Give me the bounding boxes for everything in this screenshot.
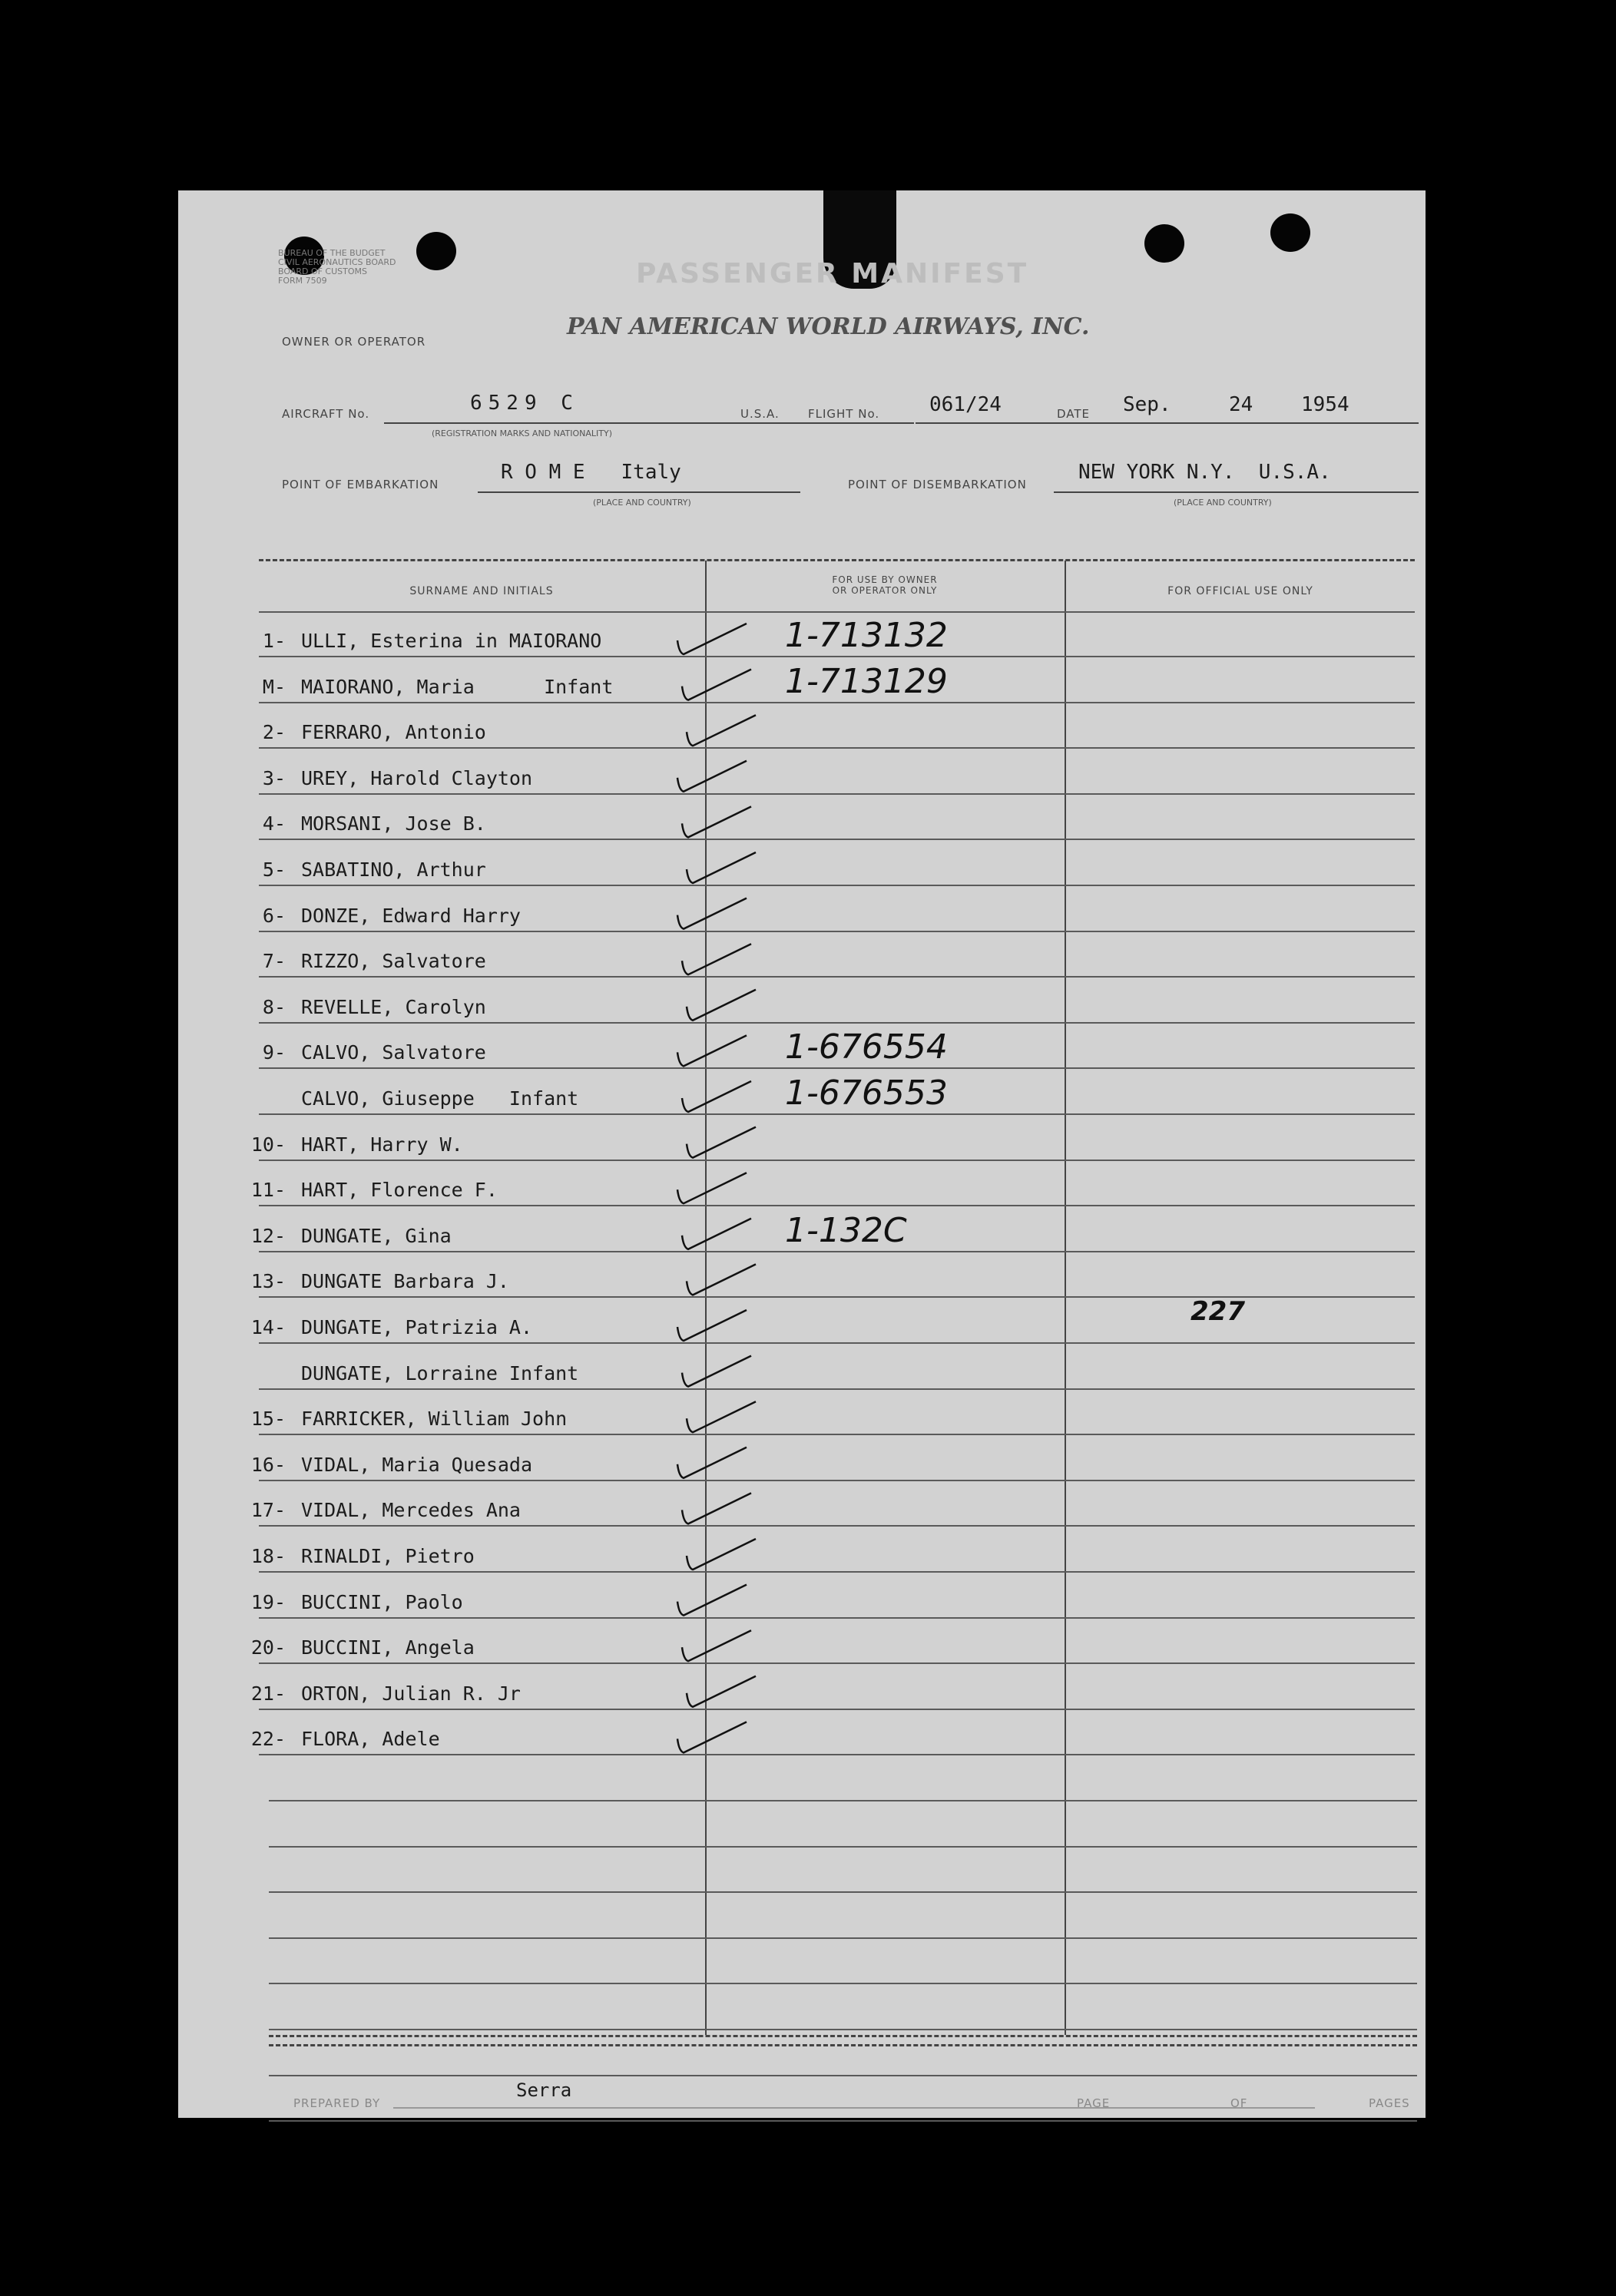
passenger-number: 11-	[250, 1179, 286, 1201]
column-header-official: FOR OFFICIAL USE ONLY	[1167, 585, 1313, 597]
blank-row-rule	[269, 2075, 1417, 2076]
passenger-number: 18-	[250, 1545, 286, 1567]
row-rule	[259, 702, 1415, 703]
check-mark	[682, 1081, 751, 1112]
passenger-number: M-	[262, 676, 286, 698]
passenger-number: 1-	[262, 630, 286, 652]
passenger-name: VIDAL, Maria Quesada	[301, 1454, 533, 1476]
row-rule	[259, 1022, 1415, 1024]
check-mark	[682, 1630, 751, 1661]
passenger-number: 16-	[250, 1454, 286, 1476]
check-mark	[687, 1401, 756, 1432]
passenger-name: SABATINO, Arthur	[301, 859, 486, 881]
row-rule	[259, 885, 1415, 886]
passenger-name: RINALDI, Pietro	[301, 1545, 475, 1567]
pages-label: PAGES	[1369, 2096, 1410, 2110]
aircraft-label: AIRCRAFT No.	[282, 407, 370, 421]
airline-name: PAN AMERICAN WORLD AIRWAYS, INC.	[567, 313, 1090, 340]
row-rule	[259, 1160, 1415, 1161]
row-rule	[259, 1571, 1415, 1573]
passenger-number: 21-	[250, 1682, 286, 1705]
date-day: 24	[1229, 393, 1253, 416]
page-label: PAGE	[1077, 2096, 1111, 2110]
check-mark	[682, 1356, 751, 1387]
manifest-page	[178, 190, 1426, 2118]
row-rule	[259, 1434, 1415, 1435]
disembark-value: NEW YORK N.Y. U.S.A.	[1078, 461, 1331, 484]
embark-value: R O M E Italy	[501, 461, 681, 484]
row-rule	[259, 793, 1415, 795]
column-header-surname: SURNAME AND INITIALS	[409, 585, 554, 597]
owner-label: OWNER OR OPERATOR	[282, 335, 426, 349]
of-label: OF	[1230, 2096, 1248, 2110]
passenger-name: FLORA, Adele	[301, 1728, 440, 1750]
check-mark	[687, 1539, 756, 1570]
passenger-number: 3-	[262, 767, 286, 789]
owner-ticket-number: 1-676554	[785, 1027, 948, 1067]
passenger-number: 17-	[250, 1499, 286, 1521]
row-rule	[259, 1388, 1415, 1390]
punch-hole	[416, 232, 456, 270]
passenger-name: BUCCINI, Paolo	[301, 1591, 463, 1613]
passenger-name: MAIORANO, Maria Infant	[301, 676, 614, 698]
row-rule	[259, 747, 1415, 749]
row-rule	[259, 1205, 1415, 1206]
passenger-number: 19-	[250, 1591, 286, 1613]
check-mark	[677, 898, 747, 929]
official-use-number: 227	[1190, 1296, 1245, 1327]
disembark-label: POINT OF DISEMBARKATION	[848, 478, 1027, 491]
owner-ticket-number: 1-713132	[785, 616, 948, 655]
row-rule	[259, 1617, 1415, 1619]
check-mark	[677, 1722, 747, 1752]
prepared-by-value: Serra	[516, 2079, 572, 2101]
passenger-name: REVELLE, Carolyn	[301, 996, 486, 1018]
row-rule	[259, 1709, 1415, 1710]
row-rule	[259, 1342, 1415, 1344]
passenger-name: BUCCINI, Angela	[301, 1636, 475, 1659]
check-mark	[677, 1310, 747, 1341]
blank-row-rule	[269, 1983, 1417, 1984]
blank-row-rule	[269, 2029, 1417, 2030]
row-rule	[259, 1251, 1415, 1252]
passenger-name: DONZE, Edward Harry	[301, 905, 521, 927]
passenger-number: 4-	[262, 812, 286, 835]
check-mark	[687, 990, 756, 1021]
embark-sublabel: (PLACE AND COUNTRY)	[593, 498, 691, 508]
owner-ticket-number: 1-132C	[785, 1211, 907, 1250]
flight-value: 061/24	[929, 393, 1002, 416]
passenger-name: VIDAL, Mercedes Ana	[301, 1499, 521, 1521]
date-month: Sep.	[1123, 393, 1171, 416]
disembark-sublabel: (PLACE AND COUNTRY)	[1174, 498, 1272, 508]
passenger-name: HART, Harry W.	[301, 1133, 463, 1156]
passenger-name: FARRICKER, William John	[301, 1408, 568, 1430]
blank-row-rule	[269, 2120, 1417, 2122]
row-rule	[259, 1067, 1415, 1069]
check-mark	[677, 1173, 747, 1203]
aircraft-sublabel: (REGISTRATION MARKS AND NATIONALITY)	[432, 428, 613, 438]
flight-label: FLIGHT No.	[808, 407, 880, 421]
embark-label: POINT OF EMBARKATION	[282, 478, 439, 491]
prepared-by-label: PREPARED BY	[293, 2096, 381, 2110]
check-mark	[687, 1264, 756, 1295]
passenger-name: RIZZO, Salvatore	[301, 950, 486, 972]
passenger-number: 2-	[262, 721, 286, 743]
row-rule	[259, 656, 1415, 657]
passenger-number: 8-	[262, 996, 286, 1018]
row-rule	[259, 1754, 1415, 1755]
check-mark	[682, 670, 751, 700]
passenger-name: DUNGATE, Gina	[301, 1225, 452, 1247]
punch-hole	[1144, 224, 1184, 263]
passenger-name: DUNGATE Barbara J.	[301, 1270, 509, 1292]
check-mark	[677, 1585, 747, 1616]
row-rule	[259, 1662, 1415, 1664]
check-mark	[677, 1447, 747, 1478]
passenger-number: 12-	[250, 1225, 286, 1247]
passenger-name: ULLI, Esterina in MAIORANO	[301, 630, 602, 652]
blank-row-rule	[269, 1800, 1417, 1801]
passenger-name: CALVO, Giuseppe Infant	[301, 1087, 579, 1110]
country-label: U.S.A.	[740, 407, 780, 421]
passenger-name: CALVO, Salvatore	[301, 1041, 486, 1064]
passenger-number: 5-	[262, 859, 286, 881]
check-mark	[682, 1493, 751, 1523]
passenger-name: ORTON, Julian R. Jr	[301, 1682, 521, 1705]
passenger-name: HART, Florence F.	[301, 1179, 498, 1201]
row-rule	[259, 839, 1415, 840]
date-label: DATE	[1057, 407, 1091, 421]
form-title: PASSENGER MANIFEST	[636, 258, 1029, 289]
form-code: BUREAU OF THE BUDGET CIVIL AERONAUTICS BOARD BOARD OF CUSTOMS FORM 7509	[278, 248, 396, 286]
row-rule	[259, 976, 1415, 978]
check-mark	[682, 1219, 751, 1249]
check-mark	[682, 944, 751, 974]
check-mark	[682, 806, 751, 837]
passenger-number: 15-	[250, 1408, 286, 1430]
check-mark	[687, 1676, 756, 1707]
passenger-name: DUNGATE, Lorraine Infant	[301, 1362, 579, 1385]
passenger-number: 9-	[262, 1041, 286, 1064]
row-rule	[259, 1525, 1415, 1527]
check-mark	[677, 624, 747, 654]
owner-ticket-number: 1-676553	[785, 1074, 948, 1113]
aircraft-value: 6529 C	[470, 392, 579, 415]
row-rule	[259, 1480, 1415, 1481]
check-mark	[687, 1127, 756, 1158]
passenger-number: 20-	[250, 1636, 286, 1659]
passenger-number: 13-	[250, 1270, 286, 1292]
passenger-number: 22-	[250, 1728, 286, 1750]
row-rule	[259, 931, 1415, 932]
date-year: 1954	[1301, 393, 1349, 416]
passenger-name: MORSANI, Jose B.	[301, 812, 486, 835]
column-header-owner: FOR USE BY OWNER OR OPERATOR ONLY	[832, 574, 938, 596]
check-mark	[687, 852, 756, 883]
owner-ticket-number: 1-713129	[785, 662, 948, 701]
check-mark	[677, 1035, 747, 1066]
passenger-number: 10-	[250, 1133, 286, 1156]
passenger-name: FERRARO, Antonio	[301, 721, 486, 743]
punch-hole	[1270, 213, 1310, 252]
blank-row-rule	[269, 1891, 1417, 1893]
passenger-name: UREY, Harold Clayton	[301, 767, 533, 789]
passenger-name: DUNGATE, Patrizia A.	[301, 1316, 533, 1338]
blank-row-rule	[269, 1846, 1417, 1848]
passenger-number: 6-	[262, 905, 286, 927]
check-mark	[687, 715, 756, 746]
check-mark	[677, 761, 747, 792]
passenger-number: 14-	[250, 1316, 286, 1338]
passenger-number: 7-	[262, 950, 286, 972]
row-rule	[259, 1113, 1415, 1115]
blank-row-rule	[269, 1937, 1417, 1939]
